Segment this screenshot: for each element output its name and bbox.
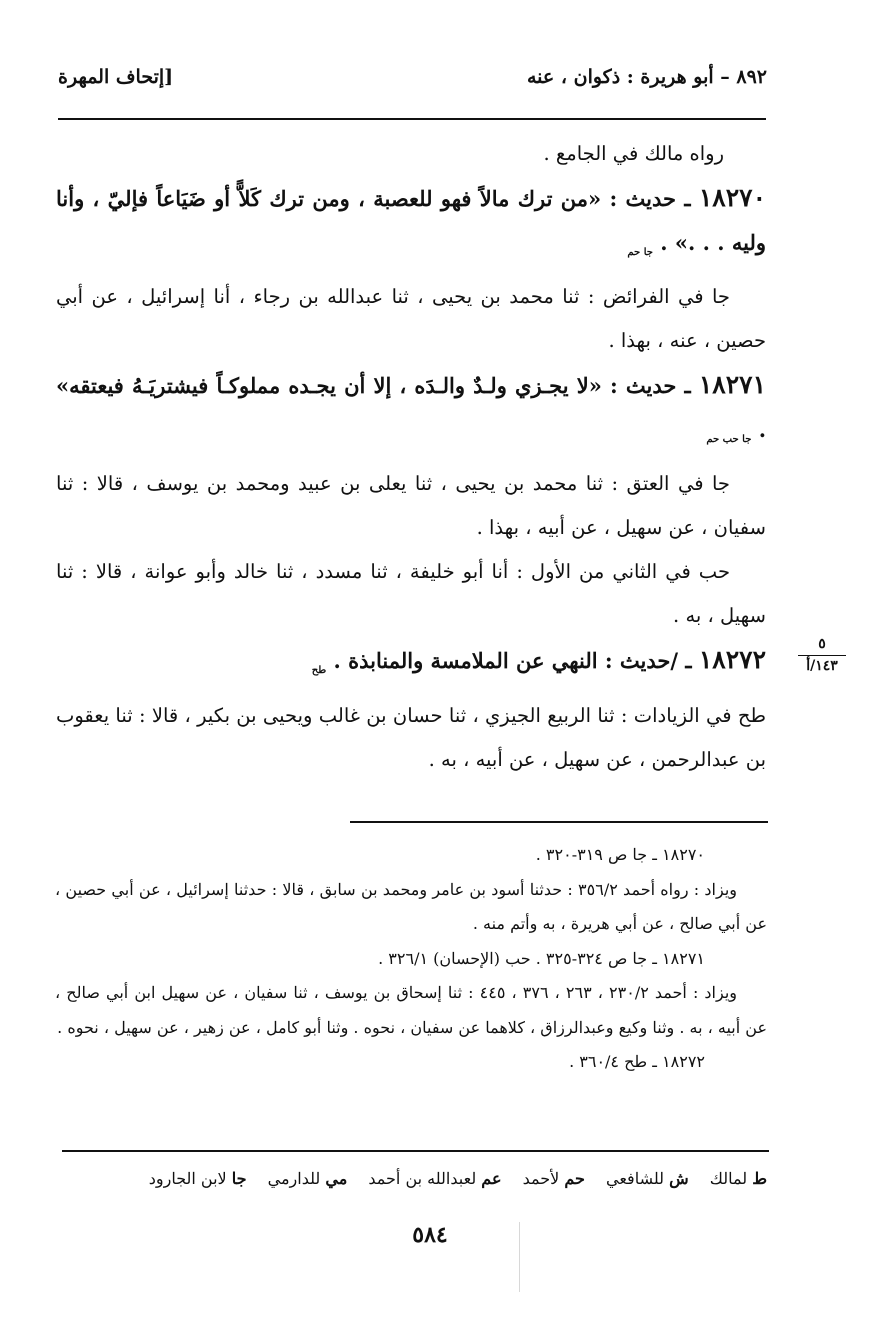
main-text	[56, 132, 766, 782]
footnote-line: ١٨٢٧٢ ـ طح ٣٦٠/٤ .	[569, 1052, 705, 1071]
running-header-chapter: ٨٩٢ – أبو هريرة : ذكوان ، عنه	[527, 66, 767, 88]
hadith-number: ١٨٢٧١	[698, 370, 767, 400]
page-number: ٥٨٤	[412, 1222, 448, 1248]
intro-line: رواه مالك في الجامع .	[543, 142, 724, 165]
hadith-18272-source: طح في الزيادات : ثنا الربيع الجيزي ، ثنا حسان بن غالب ويحيى بن بكير ، قالا : ثنا يعقوب بن عبدالرحمن ، عن سهيل ، عن أبيه ، به .	[56, 703, 766, 771]
legend-item: حم لأحمد	[522, 1169, 585, 1188]
manuscript-folio-note	[798, 636, 846, 674]
legend-item: عم لعبدالله بن أحمد	[368, 1169, 502, 1188]
footnote-line: ويزاد : رواه أحمد ٣٥٦/٢ : حدثنا أسود بن عامر ومحمد بن سابق ، قالا : حدثنا إسرائيل ، عن أبي حصين ، عن أبي صالح ، عن أبي هريرة ، به وأتم منه .	[55, 879, 767, 933]
source-sigla: جا حب حم	[706, 434, 752, 446]
running-header-book-title: [إتحاف المهرة	[58, 66, 174, 88]
hadith-18270-source: جا في الفرائض : ثنا محمد بن يحيى ، ثنا عبدالله بن رجاء ، أنا إسرائيل ، عن أبي حصين ، عنه ، بهذا .	[56, 285, 766, 353]
sigla-legend	[55, 1163, 767, 1195]
hadith-text: حديث : «لا يجـزي ولـدٌ والـدَه ، إلا أن يجـده مملوكـاً فيشتريَـهُ فيعتقه» .	[56, 373, 766, 443]
legend-item: ش للشافعي	[606, 1169, 689, 1188]
scan-artifact-line	[519, 1222, 520, 1292]
footnote-line: ويزاد : أحمد ٢٣٠/٢ ، ٢٦٣ ، ٣٧٦ ، ٤٤٥ : ثنا إسحاق بن يوسف ، ثنا سفيان ، عن سهيل ابن أبي صالح ، عن أبيه ، به . وثنا وكيع وعبدالرزاق ، كلاهما عن سفيان ، نحوه . وثنا أبو كامل ، عن زهير ، عن سهيل ، نحوه .	[55, 983, 767, 1037]
legend-item: مي للدارمي	[267, 1169, 348, 1188]
footnote-line: ١٨٢٧٠ ـ جا ص ٣١٩-٣٢٠ .	[535, 845, 705, 864]
hadith-18271: ١٨٢٧١ ـ حديث : «لا يجـزي ولـدٌ والـدَه ، إلا أن يجـده مملوكـاً فيشتريَـهُ فيعتقه» . $_{جا حب حم}$	[56, 370, 767, 446]
source-sigla: جا حم	[627, 247, 653, 259]
hadith-18271-source-2: حب في الثاني من الأول : أنا أبو خليفة ، ثنا مسدد ، ثنا خالد وأبو عوانة ، قالا : ثنا سهيل ، به .	[56, 560, 766, 628]
margin-note-top: ٥	[818, 636, 826, 652]
hadith-text: /حديث : النهي عن الملامسة والمنابذة .	[333, 648, 679, 674]
legend-item: جا لابن الجارود	[148, 1169, 247, 1188]
footnote-rule	[350, 821, 768, 823]
hadith-18272: ١٨٢٧٢ ـ /حديث : النهي عن الملامسة والمنابذة . $_{طح}$	[311, 645, 766, 677]
hadith-18271-source-1: جا في العتق : ثنا محمد بن يحيى ، ثنا يعلى بن عبيد ومحمد بن يوسف ، قالا : ثنا سفيان ، عن سهيل ، عن أبيه ، بهذا .	[56, 472, 766, 540]
footnotes	[55, 838, 767, 1080]
margin-note-folio: ١٤٣/أ	[806, 658, 838, 674]
legend-rule	[62, 1150, 769, 1152]
source-sigla: طح	[311, 665, 327, 677]
hadith-text: حديث : «من ترك مالاً فهو للعصبة ، ومن ترك كَلاًّ أو ضَيَاعاً فإليّ ، وأنا وليه . . .» .	[56, 186, 766, 255]
legend-item: ط لمالك	[709, 1169, 767, 1188]
footnote-line: ١٨٢٧١ ـ جا ص ٣٢٤-٣٢٥ . حب (الإحسان) ٣٢٦/١ .	[378, 948, 705, 968]
hadith-18270: ١٨٢٧٠ ـ حديث : «من ترك مالاً فهو للعصبة ، ومن ترك كَلاًّ أو ضَيَاعاً فإليّ ، وأنا وليه . . .» . $_{جا حم}$	[56, 183, 766, 259]
header-rule	[58, 118, 766, 120]
hadith-number: ١٨٢٧٢	[698, 645, 766, 675]
hadith-number: ١٨٢٧٠	[698, 183, 766, 212]
margin-note-rule	[798, 655, 846, 656]
